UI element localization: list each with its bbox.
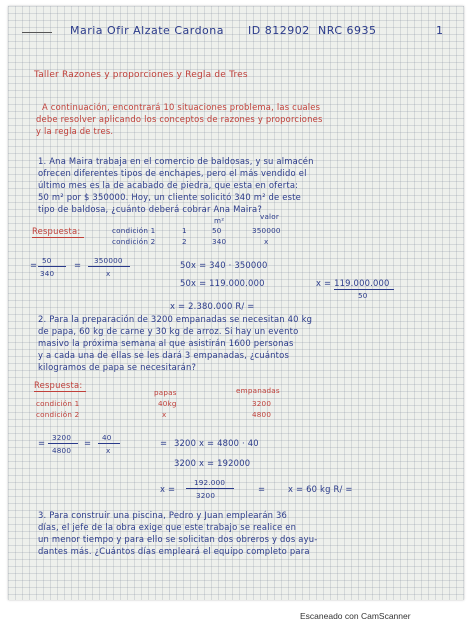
p2-frac-a-bar <box>48 443 78 444</box>
p2-frac-b-bar <box>98 443 120 444</box>
p2-result: x = 60 kg R/ = <box>288 484 353 494</box>
p1-col-valor: valor <box>260 212 280 221</box>
p2-frac-a-num: 3200 <box>52 433 72 442</box>
p3-line-3: un menor tiempo y para ello se solicitan dos obreros y dos ayu- <box>38 534 318 544</box>
p1-frac-a-bar <box>38 266 66 267</box>
p1-m2-2: 340 <box>212 237 227 246</box>
p2-frac-b-num: 40 <box>102 433 112 442</box>
p1-index-2: 2 <box>182 237 187 246</box>
page-number: 1 <box>436 24 444 37</box>
p2-frac-equals: = <box>84 438 92 448</box>
scanner-watermark: Escaneado con CamScanner <box>300 611 411 621</box>
p2-respuesta-label: Respuesta: <box>34 380 83 390</box>
intro-line-2: debe resolver aplicando los conceptos de razones y proporciones <box>36 114 323 124</box>
p1-line-4: 50 m² por $ 350000. Hoy, un cliente solicitó 340 m² de este <box>38 192 301 202</box>
p2-line-1: 2. Para la preparación de 3200 empanadas se necesitan 40 kg <box>38 314 313 324</box>
p1-line-1: 1. Ana Maira trabaja en el comercio de baldosas, y su almacén <box>38 156 314 166</box>
p2-equals-1: = <box>160 438 168 448</box>
p1-frac-b-bar <box>88 266 130 267</box>
p2-equals-sign: = <box>38 438 46 448</box>
intro-line-1: A continuación, encontrará 10 situaciones problema, las cuales <box>42 102 321 112</box>
p1-frac-a-num: 50 <box>42 256 52 265</box>
p1-line-5: tipo de baldosa, ¿cuánto deberá cobrar Ana Maira? <box>38 204 262 214</box>
p1-col-m2: m² <box>214 216 225 225</box>
p2-eq-3-bar <box>186 488 234 489</box>
worksheet-title: Taller Razones y proporciones y Regla de Tres <box>34 70 248 80</box>
p2-line-5: kilogramos de papa se necesitarán? <box>38 362 197 372</box>
student-id: ID 812902 <box>248 24 310 37</box>
intro-line-3: y la regla de tres. <box>36 126 114 136</box>
p2-eq-3-x: x = <box>160 484 176 494</box>
p2-condicion-2: condición 2 <box>36 410 80 419</box>
p2-eq-2: 3200 x = 192000 <box>174 458 251 468</box>
p2-frac-a-den: 4800 <box>52 446 72 455</box>
p1-valor-1: 350000 <box>252 226 281 235</box>
p2-eq-3-num: 192.000 <box>194 478 226 487</box>
p2-papas-2: x <box>162 410 167 419</box>
p1-eq-3: x = 119.000.000 <box>316 278 390 288</box>
p2-eq-1: 3200 x = 4800 · 40 <box>174 438 259 448</box>
p1-equals-sign: = <box>30 260 38 270</box>
margin-dash <box>22 32 52 33</box>
p1-condicion-2: condición 2 <box>112 237 156 246</box>
p3-line-4: dantes más. ¿Cuántos días empleará el equipo completo para <box>38 546 310 556</box>
p1-line-2: ofrecen diferentes tipos de enchapes, pero el más vendido el <box>38 168 307 178</box>
p1-respuesta-underline <box>32 237 84 238</box>
p2-emp-1: 3200 <box>252 399 272 408</box>
p2-emp-2: 4800 <box>252 410 272 419</box>
p1-frac-a-den: 340 <box>40 269 55 278</box>
p1-frac-b-den: x <box>106 269 111 278</box>
p1-result: x = 2.380.000 R/ = <box>170 301 255 311</box>
p1-respuesta-label: Respuesta: <box>32 226 81 236</box>
p2-papas-1: 40kg <box>158 399 177 408</box>
p2-respuesta-underline <box>34 391 86 392</box>
p3-line-1: 3. Para construir una piscina, Pedro y Juan emplearán 36 <box>38 510 288 520</box>
p1-condicion-1: condición 1 <box>112 226 156 235</box>
p2-line-4: y a cada una de ellas se les dará 3 empanadas, ¿cuántos <box>38 350 290 360</box>
p2-line-3: masivo la próxima semana al que asistirán 1600 personas <box>38 338 294 348</box>
p1-eq-1: 50x = 340 · 350000 <box>180 260 268 270</box>
p1-frac-b-num: 350000 <box>94 256 123 265</box>
p2-eq-3-den: 3200 <box>196 491 216 500</box>
p2-col-empanadas: empanadas <box>236 386 280 395</box>
p1-eq-3-bar <box>334 289 394 290</box>
p1-frac-equals: = <box>74 260 82 270</box>
p1-valor-2: x <box>264 237 269 246</box>
course-nrc: NRC 6935 <box>318 24 377 37</box>
p1-index-1: 1 <box>182 226 187 235</box>
p2-condicion-1: condición 1 <box>36 399 80 408</box>
p1-m2-1: 50 <box>212 226 222 235</box>
p1-eq-3-den: 50 <box>358 291 368 300</box>
p2-col-papas: papas <box>154 388 177 397</box>
p1-eq-2: 50x = 119.000.000 <box>180 278 265 288</box>
p2-frac-b-den: x <box>106 446 111 455</box>
student-name: Maria Ofir Alzate Cardona <box>70 24 225 37</box>
p2-line-2: de papa, 60 kg de carne y 30 kg de arroz. Si hay un evento <box>38 326 299 336</box>
p2-eq-3-equals: = <box>258 484 266 494</box>
p1-line-3: último mes es la de acabado de piedra, que esta en oferta: <box>38 180 299 190</box>
notebook-page <box>8 6 464 600</box>
p3-line-2: días, el jefe de la obra exige que este trabajo se realice en <box>38 522 297 532</box>
